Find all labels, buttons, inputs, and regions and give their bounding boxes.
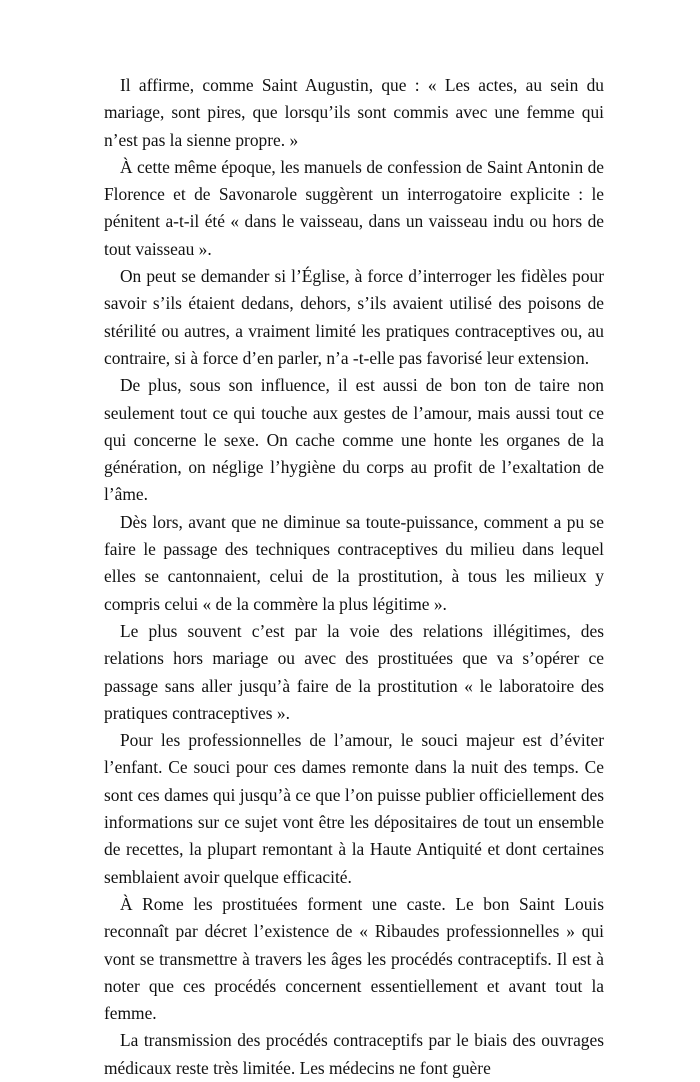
paragraph-4: De plus, sous son influence, il est aussi de bon ton de taire non seulement tout ce qui touche aux gestes de l’amour, mais aussi tout ce qui concerne le sexe. On cache comme une honte les organes de la génération, on néglige l’hygiène du corps au profit de l’exaltation de l’âme.	[104, 375, 604, 505]
document-page	[104, 72, 604, 1082]
paragraph-3: On peut se demander si l’Église, à force d’interroger les fidèles pour savoir s’ils étaient dedans, dehors, s’ils avaient utilisé des poisons de stérilité ou autres, a vraiment limité les pratiques contraceptives ou, au contraire, si à force d’en parler, n’a -t-elle pas favorisé leur extension.	[104, 266, 604, 368]
paragraph-6: Le plus souvent c’est par la voie des relations illégitimes, des relations hors mariage ou avec des prostituées que va s’opérer ce passage sans aller jusqu’à faire de la prostitution « le laboratoire des pratiques contraceptives ».	[104, 620, 604, 723]
paragraph-7: Pour les professionnelles de l’amour, le souci majeur est d’éviter l’enfant. Ce souci pour ces dames remonte dans la nuit des temps. Ce sont ces dames qui jusqu’à ce que l’on puisse publier officiellement des informations sur ce sujet vont être les dépositaires de tout un ensemble de recettes, la plupart remontant à la Haute Antiquité et dont certaines semblaient avoir quelque efficacité.	[104, 730, 604, 887]
paragraph-1: Il affirme, comme Saint Augustin, que : « Les actes, au sein du mariage, sont pires, que lorsqu’ils sont commis avec une femme qui n’est pas la sienne propre. »	[104, 75, 604, 150]
paragraph-5: Dès lors, avant que ne diminue sa toute-puissance, comment a pu se faire le passage des techniques contraceptives du milieu dans lequel elles se cantonnaient, celui de la prostitution, à tous les milieux y compris celui « de la commère la plus légitime ».	[104, 511, 604, 614]
paragraph-8: À Rome les prostituées forment une caste. Le bon Saint Louis reconnaît par décret l’existence de « Ribaudes professionnelles » qui vont se transmettre à travers les âges les procédés contraceptifs. Il est à noter que ces procédés concernent essentiellement et avant tout la femme.	[104, 893, 604, 1024]
paragraph-9: La transmission des procédés contraceptifs par le biais des ouvrages médicaux reste très limitée. Les médecins ne font guère	[104, 1030, 604, 1078]
paragraph-2: À cette même époque, les manuels de confession de Saint Antonin de Florence et de Savonarole suggèrent un interrogatoire explicite : le pénitent a-t-il été « dans le vaisseau, dans un vaisseau indu ou hors de tout vaisseau ».	[104, 156, 604, 259]
